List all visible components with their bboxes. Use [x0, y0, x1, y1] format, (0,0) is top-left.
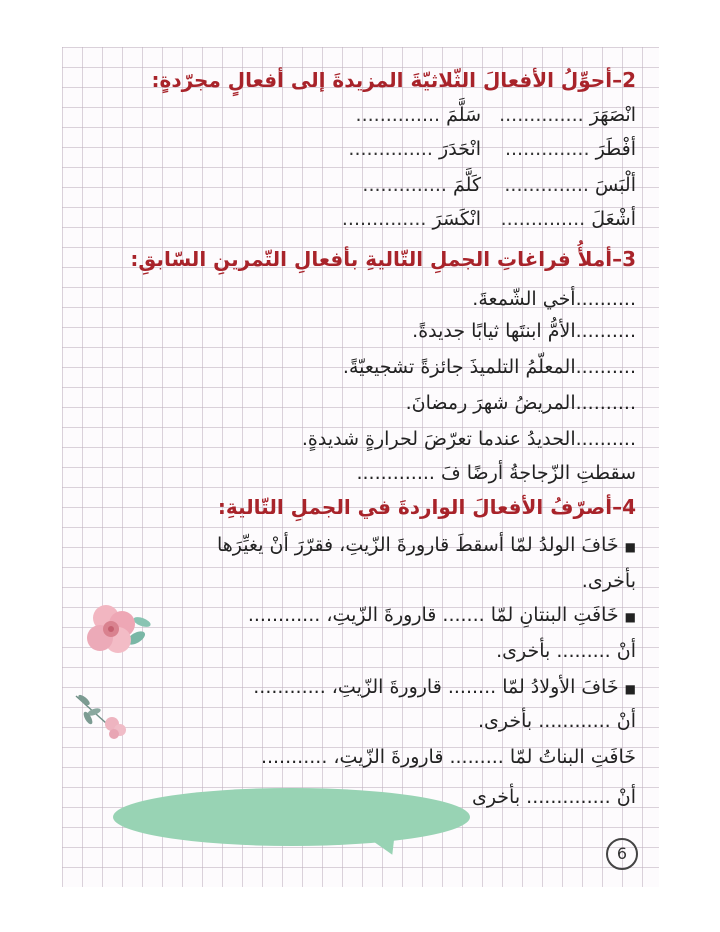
- leaf-sprig-icon: [70, 690, 132, 748]
- page-number: 6: [606, 838, 638, 870]
- answer-blank[interactable]: ..............: [362, 174, 447, 196]
- verb-word: أفْطَرَ: [595, 138, 636, 160]
- bullet-square-icon: ■: [624, 540, 636, 554]
- conjugation-sentence[interactable]: ■خَافَتِ البنتانِ لمّا ....... قارورةَ الزّيتِ، ............: [247, 604, 636, 626]
- fill-in-sentence[interactable]: ..........المعلّمُ التلميذَ جائزةً تشجيعيّةً.: [342, 356, 636, 378]
- answer-blank[interactable]: ..............: [355, 104, 441, 126]
- answer-blank[interactable]: ..............: [500, 208, 586, 230]
- verb-word: ألْبَسَ: [594, 174, 636, 196]
- fill-in-sentence[interactable]: ..........أخي الشّمعةَ.: [472, 288, 636, 310]
- exercise-2-word-table: [196, 104, 636, 234]
- verb-word: كَلَّمَ: [453, 174, 481, 196]
- answer-blank[interactable]: ..............: [348, 138, 433, 160]
- verb-word: انْصَهَرَ: [589, 104, 636, 126]
- word-row: [196, 208, 636, 238]
- answer-blank[interactable]: ..............: [499, 104, 584, 126]
- word-row: [196, 104, 636, 134]
- word-row: [196, 138, 636, 168]
- exercise-3-heading: 3–أملأُ فراغاتِ الجملِ التّاليةِ بأفعالِ التّمرينِ السّابقِ:: [130, 247, 636, 271]
- conjugation-sentence[interactable]: أنْ ......... بأخرى.: [496, 640, 636, 662]
- answer-blank[interactable]: ..............: [341, 208, 427, 230]
- fill-in-sentence[interactable]: ..........الحديدُ عندما تعرّضَ لحرارةٍ شديدةٍ.: [301, 428, 636, 450]
- fill-in-sentence[interactable]: سقطتِ الزّجاجةُ أرضًا فَ .............: [356, 462, 636, 484]
- conjugation-sentence: ■خَافَ الولدُ لمّا أسقطَ قارورةَ الزّيتِ، فقرّرَ أنْ يغيِّرَها: [217, 534, 636, 556]
- answer-blank[interactable]: ..............: [504, 174, 589, 196]
- verb-word: أشْعَلَ: [591, 208, 636, 230]
- conjugation-sentence[interactable]: ■خَافَ الأولادُ لمّا ........ قارورةَ الزّيتِ، ............: [253, 676, 636, 698]
- conjugation-sentence: بأخرى.: [581, 570, 636, 592]
- fill-in-sentence[interactable]: ..........الأمُّ ابنتَها ثيابًا جديدةً.: [412, 320, 636, 342]
- exercise-2-heading: 2–أحوِّلُ الأفعالَ الثّلاثيّةَ المزيدةَ إلى أفعالٍ مجرّدةٍ:: [151, 68, 636, 92]
- verb-word: انْكَسَرَ: [432, 208, 481, 230]
- exercise-4-heading: 4–أصرّفُ الأفعالَ الواردةَ في الجملِ التّاليةِ:: [217, 495, 636, 519]
- bullet-square-icon: ■: [624, 610, 636, 624]
- word-row: [196, 174, 636, 204]
- conjugation-sentence[interactable]: خَافَتِ البناتُ لمّا ......... قارورةَ الزّيتِ، ...........: [260, 746, 636, 768]
- conjugation-sentence[interactable]: أنْ ............ بأخرى.: [477, 710, 636, 732]
- verb-word: انْحَدَرَ: [439, 138, 481, 160]
- fill-in-sentence[interactable]: ..........المريضُ شهرَ رمضانَ.: [405, 392, 636, 414]
- conjugation-sentence[interactable]: أنْ .............. بأخرى: [471, 786, 636, 808]
- bullet-square-icon: ■: [624, 682, 636, 696]
- verb-word: سَلَّمَ: [446, 104, 481, 126]
- pink-flower-icon: [78, 598, 158, 662]
- speech-bubble-decoration: [113, 788, 470, 846]
- answer-blank[interactable]: ..............: [504, 138, 590, 160]
